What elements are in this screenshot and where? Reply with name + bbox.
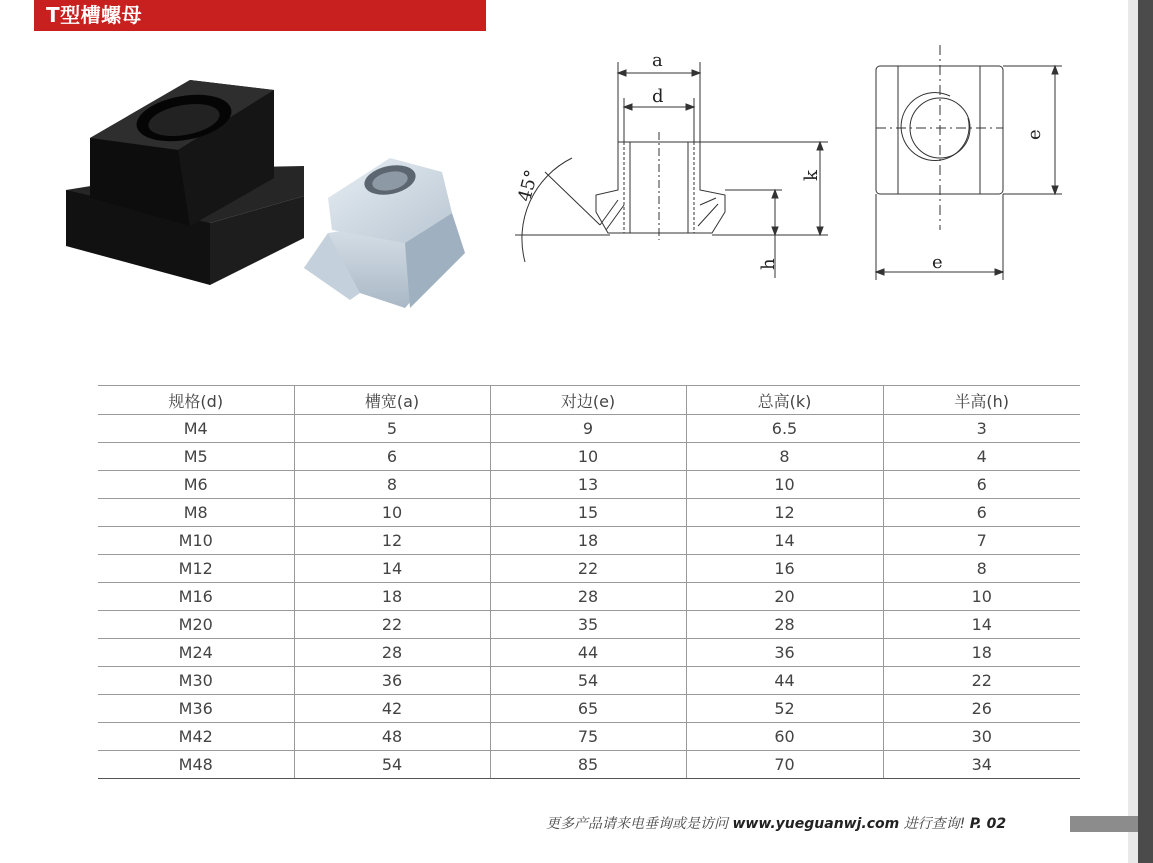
table-cell: 28 bbox=[686, 611, 883, 639]
page-title: T型槽螺母 bbox=[46, 3, 143, 27]
header-half-height: 半高(h) bbox=[883, 386, 1080, 415]
table-cell: M8 bbox=[98, 499, 294, 527]
table-row bbox=[98, 751, 1080, 779]
table-cell: 12 bbox=[294, 527, 490, 555]
table-cell: 14 bbox=[883, 611, 1080, 639]
table-cell: 6 bbox=[294, 443, 490, 471]
table-cell: 60 bbox=[686, 723, 883, 751]
table-cell: 6.5 bbox=[686, 415, 883, 443]
table-cell: 7 bbox=[883, 527, 1080, 555]
table-cell: 15 bbox=[490, 499, 686, 527]
table-cell: M4 bbox=[98, 415, 294, 443]
table-cell: M12 bbox=[98, 555, 294, 583]
label-e-side: e bbox=[1024, 129, 1045, 140]
table-cell: M48 bbox=[98, 751, 294, 779]
table-row bbox=[98, 639, 1080, 667]
nut-section-outline bbox=[596, 142, 725, 233]
product-photo bbox=[60, 68, 480, 318]
table-cell: 22 bbox=[294, 611, 490, 639]
table-cell: 10 bbox=[883, 583, 1080, 611]
table-cell: 36 bbox=[686, 639, 883, 667]
table-cell: 10 bbox=[686, 471, 883, 499]
table-cell: 54 bbox=[294, 751, 490, 779]
table-cell: 75 bbox=[490, 723, 686, 751]
table-cell: 3 bbox=[883, 415, 1080, 443]
table-cell: 16 bbox=[686, 555, 883, 583]
footer bbox=[546, 813, 1006, 833]
table-cell: 44 bbox=[490, 639, 686, 667]
label-d: d bbox=[652, 86, 664, 107]
table-cell: 14 bbox=[686, 527, 883, 555]
table-cell: 34 bbox=[883, 751, 1080, 779]
label-k: k bbox=[801, 170, 822, 181]
table-body bbox=[98, 415, 1080, 779]
header-slot-width: 槽宽(a) bbox=[294, 386, 490, 415]
table-row bbox=[98, 499, 1080, 527]
label-angle: 45° bbox=[514, 167, 543, 204]
table-cell: 48 bbox=[294, 723, 490, 751]
table-cell: 4 bbox=[883, 443, 1080, 471]
label-e-bottom: e bbox=[932, 252, 943, 273]
page-edge bbox=[1128, 0, 1138, 863]
table-cell: M10 bbox=[98, 527, 294, 555]
table-cell: 85 bbox=[490, 751, 686, 779]
table-cell: M6 bbox=[98, 471, 294, 499]
zinc-t-nut bbox=[304, 158, 465, 308]
table-cell: 6 bbox=[883, 471, 1080, 499]
table-row bbox=[98, 695, 1080, 723]
table-cell: 12 bbox=[686, 499, 883, 527]
black-t-nut bbox=[66, 80, 304, 285]
table-cell: 54 bbox=[490, 667, 686, 695]
table-row bbox=[98, 555, 1080, 583]
technical-drawing bbox=[500, 40, 1100, 290]
page-shadow bbox=[1138, 0, 1153, 863]
table-cell: 28 bbox=[294, 639, 490, 667]
table-cell: 8 bbox=[883, 555, 1080, 583]
footer-lead: 更多产品请来电垂询或是访问 bbox=[546, 816, 728, 832]
table-row bbox=[98, 583, 1080, 611]
table-row bbox=[98, 471, 1080, 499]
footer-bar bbox=[1070, 816, 1138, 832]
table-row bbox=[98, 527, 1080, 555]
table-cell: 52 bbox=[686, 695, 883, 723]
table-cell: 5 bbox=[294, 415, 490, 443]
table-cell: 42 bbox=[294, 695, 490, 723]
table-row bbox=[98, 415, 1080, 443]
table-cell: 65 bbox=[490, 695, 686, 723]
table-cell: 6 bbox=[883, 499, 1080, 527]
table-cell: 10 bbox=[490, 443, 686, 471]
table-cell: 9 bbox=[490, 415, 686, 443]
table-cell: M5 bbox=[98, 443, 294, 471]
label-a: a bbox=[652, 50, 663, 71]
page-number: P. 02 bbox=[969, 816, 1007, 832]
table-row bbox=[98, 611, 1080, 639]
table-cell: 44 bbox=[686, 667, 883, 695]
spec-table bbox=[98, 385, 1080, 779]
footer-website[interactable]: www.yueguanwj.com bbox=[732, 816, 900, 832]
footer-tail: 进行查询! bbox=[903, 816, 966, 832]
table-cell: 13 bbox=[490, 471, 686, 499]
table-cell: M30 bbox=[98, 667, 294, 695]
table-cell: 8 bbox=[686, 443, 883, 471]
table-cell: 22 bbox=[883, 667, 1080, 695]
table-cell: 14 bbox=[294, 555, 490, 583]
table-row bbox=[98, 723, 1080, 751]
table-cell: M20 bbox=[98, 611, 294, 639]
table-cell: M24 bbox=[98, 639, 294, 667]
table-cell: 28 bbox=[490, 583, 686, 611]
table-header-row bbox=[98, 386, 1080, 415]
table-row bbox=[98, 667, 1080, 695]
table-cell: 36 bbox=[294, 667, 490, 695]
table-cell: M42 bbox=[98, 723, 294, 751]
table-cell: 10 bbox=[294, 499, 490, 527]
title-bar bbox=[34, 0, 486, 31]
table-cell: M36 bbox=[98, 695, 294, 723]
table-cell: 18 bbox=[883, 639, 1080, 667]
table-cell: 20 bbox=[686, 583, 883, 611]
table-cell: 18 bbox=[294, 583, 490, 611]
table-cell: 18 bbox=[490, 527, 686, 555]
table-cell: 35 bbox=[490, 611, 686, 639]
header-across-flats: 对边(e) bbox=[490, 386, 686, 415]
label-h: h bbox=[758, 258, 779, 270]
table-cell: 22 bbox=[490, 555, 686, 583]
table-row bbox=[98, 443, 1080, 471]
table-cell: 70 bbox=[686, 751, 883, 779]
table-cell: M16 bbox=[98, 583, 294, 611]
table-cell: 8 bbox=[294, 471, 490, 499]
table-cell: 30 bbox=[883, 723, 1080, 751]
header-total-height: 总高(k) bbox=[686, 386, 883, 415]
header-size: 规格(d) bbox=[98, 386, 294, 415]
table-cell: 26 bbox=[883, 695, 1080, 723]
